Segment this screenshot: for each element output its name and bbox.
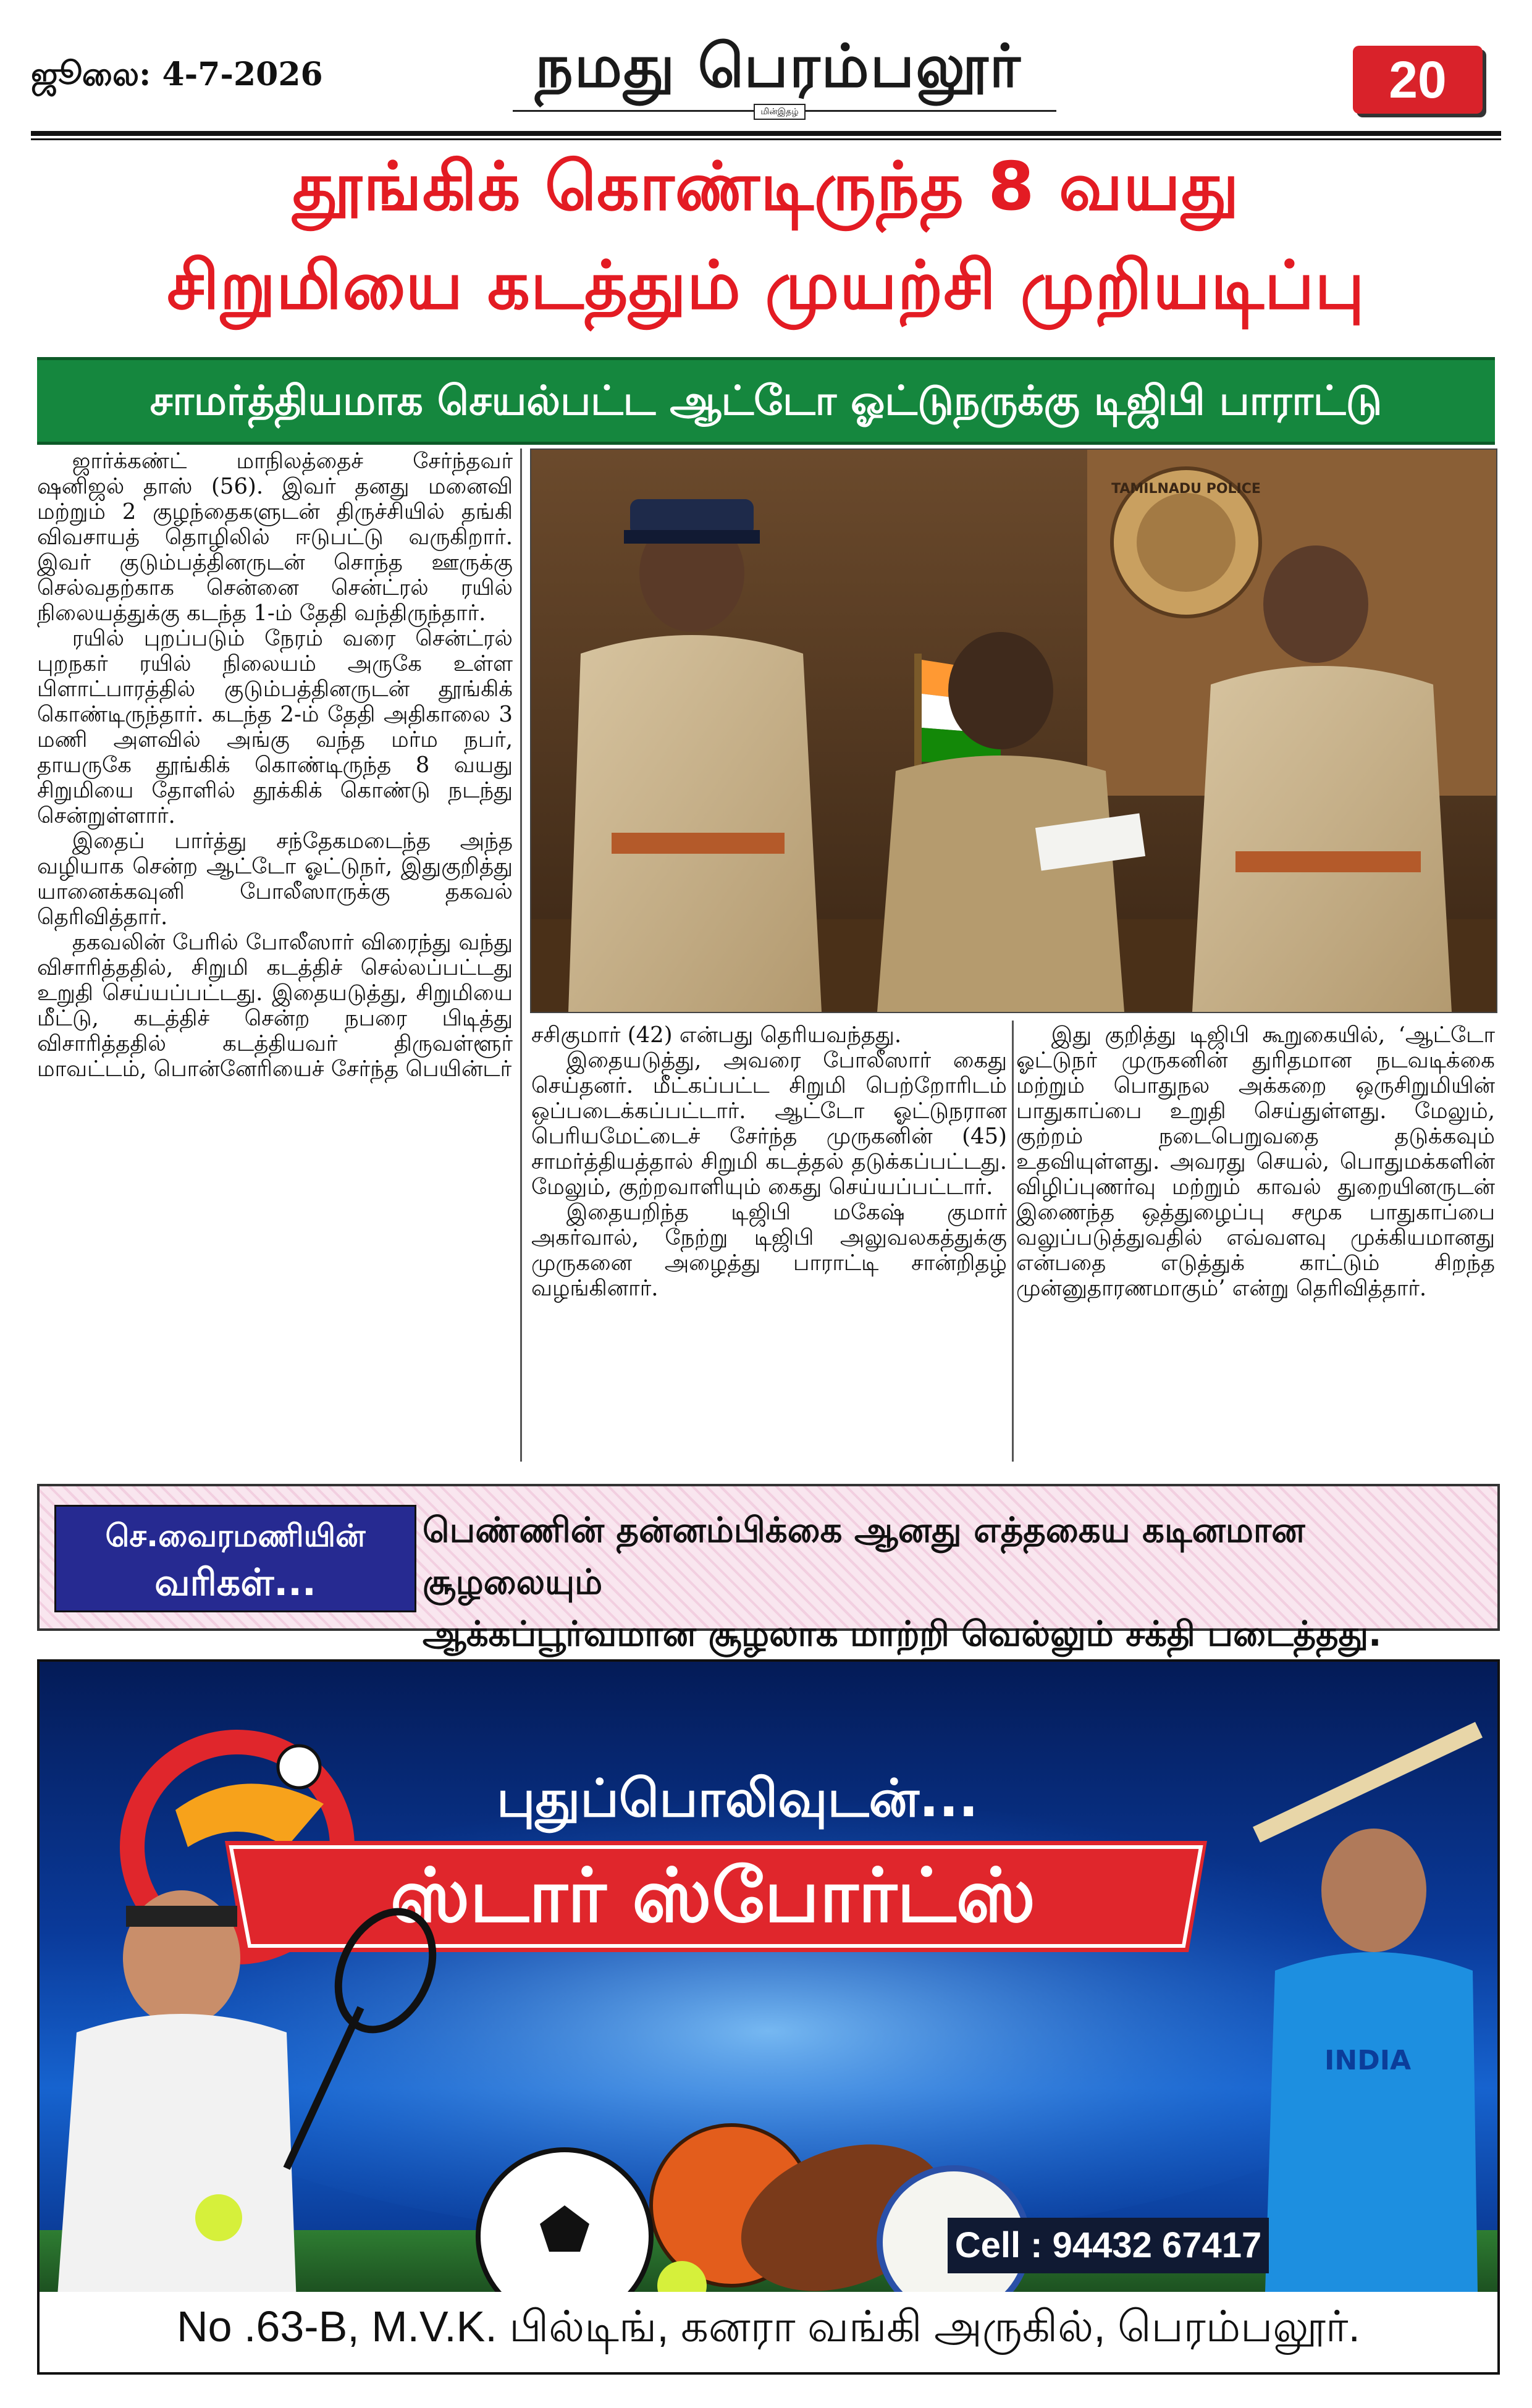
newspaper-title: நமது பெரம்பலூர் <box>535 31 1022 101</box>
ad-phone-number: Cell : 94432 67417 <box>948 2218 1269 2273</box>
article-paragraph: ரயில் புறப்படும் நேரம் வரை சென்ட்ரல் புறநகர் ரயில் நிலையம் அருகே உள்ள பிளாட்பாரத்தில் குடும்பத்தினருடன் தூங்கிக் கொண்டிருந்தார். கடந்த 2-ம் தேதி அதிகாலை 3 மணி அளவில் அங்கு வந்த மர்ம நபர், தாயருகே தூங்கிக் கொண்டிருந்த 8 வயது சிறுமியை தோளில் தூக்கிக் கொண்டு நடந்து சென்றுள்ளார். <box>37 626 513 828</box>
issue-date: ஜூலை: 4-7-2026 <box>31 56 323 93</box>
quote-text <box>423 1505 1479 1661</box>
sports-shop-advertisement <box>37 1659 1500 2375</box>
ad-address: No .63-B, M.V.K. பில்டிங், கனரா வங்கி அருகில், பெரம்பலூர். <box>177 2302 1360 2351</box>
article-column-3 <box>1016 1022 1495 1301</box>
subheadline-banner: சாமர்த்தியமாக செயல்பட்ட ஆட்டோ ஓட்டுநருக்கு டிஜிபி பாராட்டு <box>37 357 1495 445</box>
article-paragraph: இதையடுத்து, அவரை போலீஸார் கைது செய்தனர். மீட்கப்பட்ட சிறுமி பெற்றோரிடம் ஒப்படைக்கப்பட்டார். ஆட்டோ ஓட்டுநரான பெரியமேட்டைச் சேர்ந்த முருகனின் (45) சாமர்த்தியத்தால் சிறுமி கடத்தல் தடுக்கப்பட்டது. மேலும், குற்றவாளியும் கைது செய்யப்பட்டார். <box>531 1048 1007 1200</box>
article-paragraph: இதைப் பார்த்து சந்தேகமடைந்த அந்த வழியாக சென்ற ஆட்டோ ஓட்டுநர், இதுகுறித்து யானைக்கவுனி போலீஸாருக்கு தகவல் தெரிவித்தார். <box>37 828 513 930</box>
article-column-2 <box>531 1022 1007 1301</box>
column-divider <box>520 448 522 1462</box>
ad-artwork <box>40 1662 1497 2372</box>
article-paragraph: ஜார்க்கண்ட் மாநிலத்தைச் சேர்ந்தவர் ஷனிஜல் தாஸ் (56). இவர் தனது மனைவி மற்றும் 2 குழந்தைகளுடன் திருச்சியில் தங்கி விவசாயத் தொழிலில் ஈடுபட்டு வருகிறார். இவர் குடும்பத்தினருடன் சொந்த ஊருக்கு செல்வதற்காக சென்னை சென்ட்ரல் ரயில் நிலையத்துக்கு கடந்த 1-ம் தேதி வந்திருந்தார். <box>37 448 513 626</box>
article-paragraph: தகவலின் பேரில் போலீஸார் விரைந்து வந்து விசாரித்ததில், சிறுமி கடத்திச் செல்லப்பட்டது உறுதி செய்யப்பட்டது. இதையடுத்து, சிறுமியை மீட்டு, கடத்திச் சென்ற நபரை பிடித்து விசாரித்ததில் கடத்தியவர் திருவள்ளூர் மாவட்டம், பொன்னேரியைச் சேர்ந்த பெயின்டர் <box>37 930 513 1082</box>
emblem-text: TAMILNADU POLICE <box>1111 481 1261 497</box>
quote-author: செ.வைரமணியின் <box>105 1518 366 1554</box>
ad-brand-name: ஸ்டார் ஸ்போர்ட்ஸ் <box>390 1853 1036 1939</box>
jersey-text: INDIA <box>1324 2045 1412 2076</box>
quote-line-2: ஆக்கப்பூர்வமான சூழலாக மாற்றி வெல்லும் சக்தி படைத்தது. <box>423 1614 1382 1654</box>
cricket-player-illustration <box>1256 1730 1479 2372</box>
quote-label-text: வரிகள்... <box>154 1561 316 1604</box>
quote-label <box>54 1505 416 1612</box>
article-paragraph: சசிகுமார் (42) என்பது தெரியவந்தது. <box>531 1022 902 1048</box>
masthead <box>31 25 1501 130</box>
article-paragraph: இதையறிந்த டிஜிபி மகேஷ் குமார் அகர்வால், நேற்று டிஜிபி அலுவலகத்துக்கு முருகனை அழைத்து பாராட்டி சான்றிதழ் வழங்கினார். <box>531 1200 1007 1301</box>
article-column-1 <box>37 448 513 1082</box>
photo-illustration <box>531 450 1496 1012</box>
edition-tag: மின்இதழ் <box>754 104 806 120</box>
masthead-rule <box>31 131 1501 136</box>
column-divider <box>1012 1021 1014 1462</box>
ad-tagline: புதுப்பொலிவுடன்... <box>497 1768 979 1829</box>
masthead-rule-thin <box>31 138 1501 140</box>
headline-line-2: சிறுமியை கடத்தும் முயற்சி முறியடிப்பு <box>167 247 1365 324</box>
quote-box <box>37 1484 1500 1654</box>
page-number-badge: 20 <box>1353 46 1483 114</box>
quote-line-1: பெண்ணின் தன்னம்பிக்கை ஆனது எத்தகைய கடினமான சூழலையும் <box>423 1510 1305 1602</box>
article-paragraph: இது குறித்து டிஜிபி கூறுகையில், ‘ஆட்டோ ஓட்டுநர் முருகனின் துரிதமான நடவடிக்கை மற்றும் பொதுநல அக்கறை ஒருசிறுமியின் பாதுகாப்பை உறுதி செய்துள்ளது. மேலும், குற்றம் நடைபெறுவதை தடுக்கவும் உதவியுள்ளது. அவரது செயல், பொதுமக்களின் விழிப்புணர்வு மற்றும் காவல் துறையினருடன் இணைந்த ஒத்துழைப்பு சமூக பாதுகாப்பை வலுப்படுத்துவதில் எவ்வளவு முக்கியமானது என்பதை எடுத்துக் காட்டும் சிறந்த முன்னுதாரணமாகும்’ என்று தெரிவித்தார். <box>1016 1022 1495 1301</box>
news-photo <box>530 448 1497 1013</box>
headline-line-1: தூங்கிக் கொண்டிருந்த 8 வயது <box>292 148 1240 225</box>
